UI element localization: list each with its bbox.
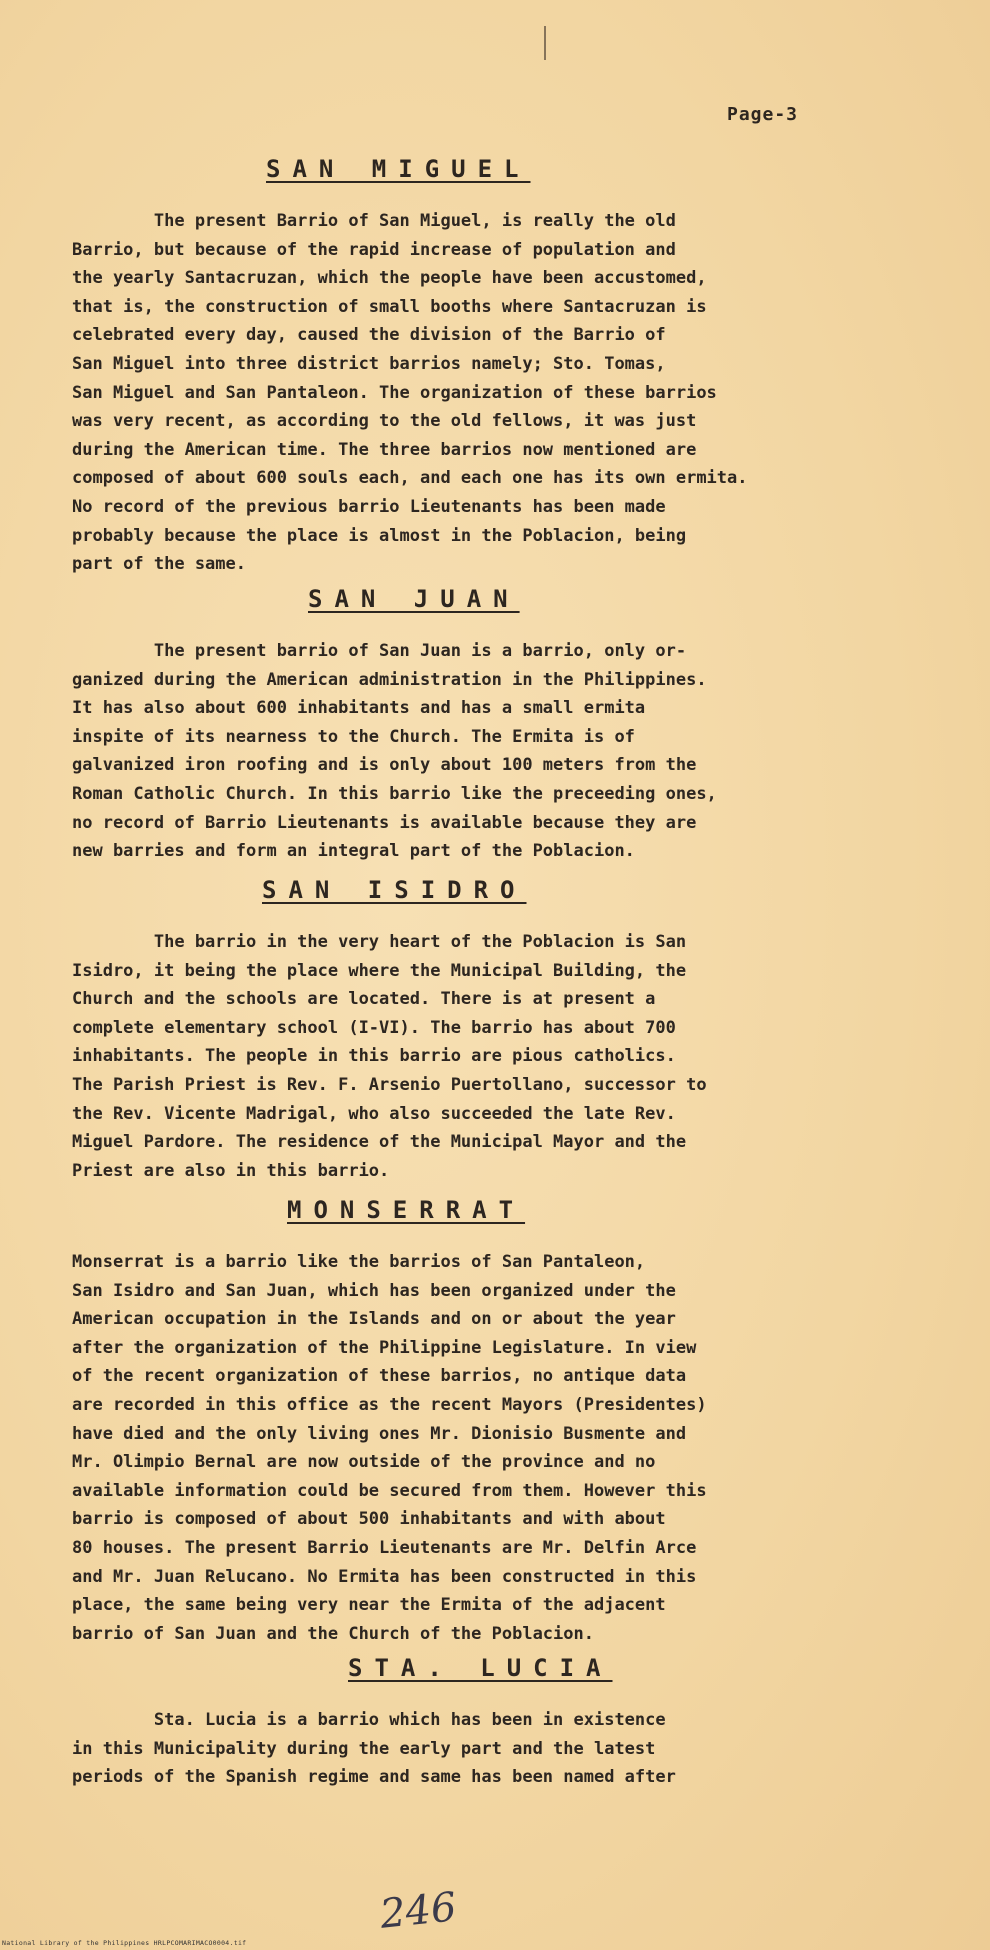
section-body-san-juan [72, 637, 942, 866]
text-line: periods of the Spanish regime and same has been named after [72, 1767, 676, 1788]
text-line: galvanized iron roofing and is only about 100 meters from the [72, 755, 697, 776]
text-line: and Mr. Juan Relucano. No Ermita has been constructed in this [72, 1566, 697, 1587]
text-line: Sta. Lucia is a barrio which has been in existence [72, 1710, 666, 1730]
text-line: Barrio, but because of the rapid increase of population and [72, 239, 676, 260]
section-body-monserrat [72, 1248, 942, 1648]
section-body-san-miguel [72, 207, 942, 579]
text-line: The present Barrio of San Miguel, is really the old [72, 211, 676, 231]
text-line: ganized during the American administration in the Philippines. [72, 669, 707, 690]
text-line: are recorded in this office as the recent Mayors (Presidentes) [72, 1394, 707, 1415]
text-line: Church and the schools are located. There is at present a [72, 989, 656, 1010]
text-line: in this Municipality during the early part and the latest [72, 1738, 656, 1759]
text-line: San Isidro and San Juan, which has been organized under the [72, 1280, 676, 1301]
text-line: It has also about 600 inhabitants and has a small ermita [72, 698, 646, 719]
text-line: Roman Catholic Church. In this barrio like the preceeding ones, [72, 783, 717, 804]
text-line: Miguel Pardore. The residence of the Municipal Mayor and the [72, 1132, 687, 1153]
text-line: during the American time. The three barrios now mentioned are [72, 439, 697, 460]
text-line: No record of the previous barrio Lieutenants has been made [72, 496, 666, 517]
text-line: San Miguel into three district barrios namely; Sto. Tomas, [72, 353, 666, 374]
section-heading-san-isidro: SAN ISIDRO [262, 876, 527, 904]
text-line: The present barrio of San Juan is a barrio, only or- [72, 641, 687, 661]
text-line: inhabitants. The people in this barrio are pious catholics. [72, 1046, 676, 1067]
text-line: the Rev. Vicente Madrigal, who also succeeded the late Rev. [72, 1103, 676, 1124]
text-line: Monserrat is a barrio like the barrios of San Pantaleon, [72, 1252, 646, 1272]
text-line: that is, the construction of small booths where Santacruzan is [72, 296, 707, 317]
text-line: part of the same. [72, 554, 246, 575]
text-line: was very recent, as according to the old fellows, it was just [72, 411, 697, 432]
text-line: Mr. Olimpio Bernal are now outside of the province and no [72, 1452, 656, 1473]
text-line: have died and the only living ones Mr. Dionisio Busmente and [72, 1423, 687, 1444]
text-line: place, the same being very near the Ermita of the adjacent [72, 1595, 666, 1616]
section-heading-san-juan: SAN JUAN [308, 585, 520, 613]
section-heading-san-miguel: SAN MIGUEL [266, 155, 531, 183]
text-line: Priest are also in this barrio. [72, 1160, 390, 1181]
text-line: new barries and form an integral part of the Poblacion. [72, 841, 635, 862]
text-line: 80 houses. The present Barrio Lieutenants are Mr. Delfin Arce [72, 1537, 697, 1558]
text-line: San Miguel and San Pantaleon. The organization of these barrios [72, 382, 717, 403]
text-line: composed of about 600 souls each, and each one has its own ermita. [72, 468, 748, 489]
text-line: celebrated every day, caused the division of the Barrio of [72, 325, 666, 346]
text-line: available information could be secured from them. However this [72, 1480, 707, 1501]
section-body-san-isidro [72, 928, 942, 1185]
text-line: barrio of San Juan and the Church of the Poblacion. [72, 1623, 594, 1644]
text-line: The Parish Priest is Rev. F. Arsenio Puertollano, successor to [72, 1074, 707, 1095]
handwritten-page-number: 246 [377, 1884, 459, 1938]
section-body-sta-lucia [72, 1706, 942, 1792]
archive-footer: National Library of the Philippines HRLPCOMARIMACO0004.tif [2, 1939, 247, 1947]
page-number: Page-3 [727, 104, 799, 125]
text-line: complete elementary school (I-VI). The barrio has about 700 [72, 1017, 676, 1038]
section-heading-sta-lucia: STA. LUCIA [348, 1654, 613, 1682]
text-line: The barrio in the very heart of the Poblacion is San [72, 932, 687, 952]
text-line: American occupation in the Islands and on or about the year [72, 1309, 676, 1330]
text-line: of the recent organization of these barrios, no antique data [72, 1366, 687, 1387]
text-line: no record of Barrio Lieutenants is available because they are [72, 812, 697, 833]
text-line: the yearly Santacruzan, which the people have been accustomed, [72, 268, 707, 289]
text-line: barrio is composed of about 500 inhabitants and with about [72, 1509, 666, 1530]
text-line: inspite of its nearness to the Church. The Ermita is of [72, 726, 635, 747]
section-heading-monserrat: MONSERRAT [287, 1196, 526, 1224]
text-line: after the organization of the Philippine Legislature. In view [72, 1337, 697, 1358]
text-line: probably because the place is almost in the Poblacion, being [72, 525, 687, 546]
text-line: Isidro, it being the place where the Municipal Building, the [72, 960, 687, 981]
pen-mark [544, 26, 546, 60]
